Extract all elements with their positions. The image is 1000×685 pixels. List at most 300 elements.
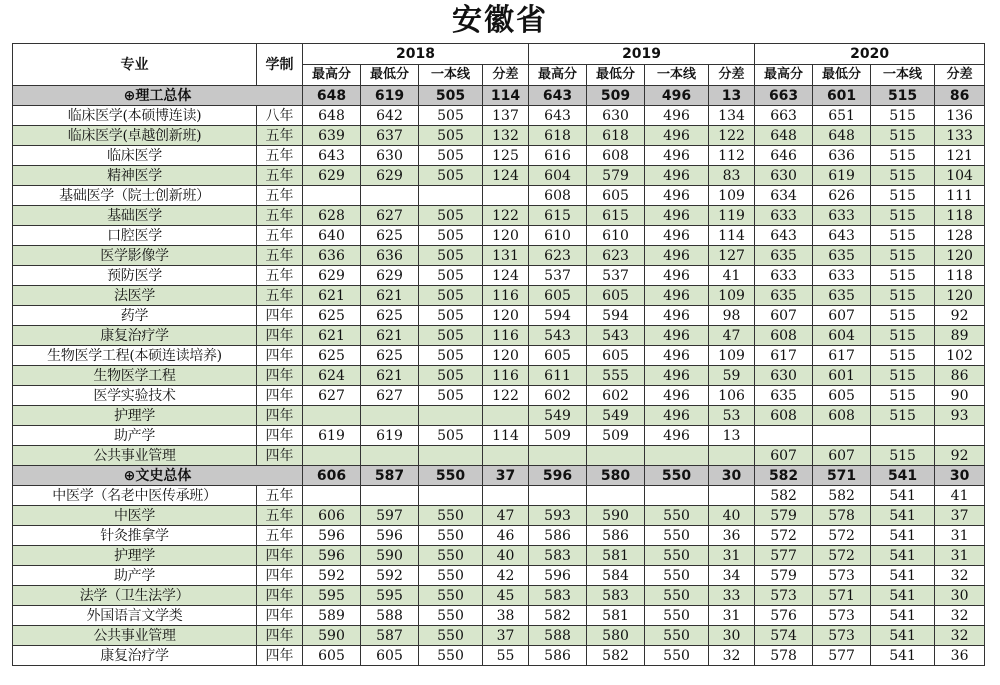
- score-cell: 114: [483, 426, 529, 446]
- score-cell: 636: [813, 146, 871, 166]
- score-cell: 663: [755, 106, 813, 126]
- score-cell: 602: [587, 386, 645, 406]
- score-cell: 615: [529, 206, 587, 226]
- score-cell: [529, 486, 587, 506]
- score-cell: 648: [813, 126, 871, 146]
- header-min-score: 最低分: [813, 65, 871, 86]
- major-name: 护理学: [13, 406, 257, 426]
- table-row: [13, 306, 985, 326]
- score-cell: 496: [645, 326, 709, 346]
- score-cell: 38: [483, 606, 529, 626]
- score-cell: 515: [871, 106, 935, 126]
- program-length: 四年: [257, 446, 303, 466]
- summary-value: 606: [303, 466, 361, 486]
- score-cell: 594: [587, 306, 645, 326]
- score-cell: 505: [419, 246, 483, 266]
- score-cell: 515: [871, 406, 935, 426]
- score-cell: [483, 186, 529, 206]
- table-row: [13, 126, 985, 146]
- score-cell: 633: [755, 266, 813, 286]
- score-cell: 515: [871, 286, 935, 306]
- score-cell: 608: [755, 406, 813, 426]
- score-cell: [303, 446, 361, 466]
- score-cell: [419, 406, 483, 426]
- score-cell: 33: [709, 586, 755, 606]
- program-length: 四年: [257, 326, 303, 346]
- score-cell: 496: [645, 186, 709, 206]
- score-cell: 627: [361, 206, 419, 226]
- score-cell: 36: [709, 526, 755, 546]
- score-cell: 605: [303, 646, 361, 666]
- score-cell: 505: [419, 106, 483, 126]
- score-cell: 550: [419, 606, 483, 626]
- score-cell: 550: [645, 626, 709, 646]
- score-cell: 120: [483, 346, 529, 366]
- table-row: [13, 326, 985, 346]
- score-cell: 635: [755, 246, 813, 266]
- score-cell: 608: [813, 406, 871, 426]
- summary-label: ⊕文史总体: [13, 466, 303, 486]
- score-cell: 605: [529, 346, 587, 366]
- program-length: 五年: [257, 266, 303, 286]
- score-cell: [587, 446, 645, 466]
- score-cell: 515: [871, 306, 935, 326]
- header-max-score: 最高分: [303, 65, 361, 86]
- score-cell: 577: [755, 546, 813, 566]
- major-name: 临床医学(本硕博连读): [13, 106, 257, 126]
- score-cell: 572: [813, 546, 871, 566]
- score-cell: 132: [483, 126, 529, 146]
- score-cell: 112: [709, 146, 755, 166]
- score-cell: 505: [419, 226, 483, 246]
- score-cell: 607: [755, 306, 813, 326]
- score-cell: 550: [419, 586, 483, 606]
- score-cell: 505: [419, 366, 483, 386]
- program-length: 五年: [257, 286, 303, 306]
- score-cell: 515: [871, 326, 935, 346]
- score-cell: 515: [871, 206, 935, 226]
- score-cell: 496: [645, 166, 709, 186]
- table-row: [13, 246, 985, 266]
- score-cell: 106: [709, 386, 755, 406]
- score-cell: 648: [755, 126, 813, 146]
- score-cell: 646: [755, 146, 813, 166]
- program-length: 五年: [257, 226, 303, 246]
- major-name: 预防医学: [13, 266, 257, 286]
- score-cell: 505: [419, 306, 483, 326]
- score-cell: 582: [587, 646, 645, 666]
- score-cell: 37: [483, 626, 529, 646]
- table-row: [13, 506, 985, 526]
- table-row: [13, 486, 985, 506]
- program-length: 四年: [257, 606, 303, 626]
- score-cell: [935, 426, 985, 446]
- score-cell: 636: [303, 246, 361, 266]
- score-cell: 608: [755, 326, 813, 346]
- score-cell: 625: [361, 226, 419, 246]
- summary-value: 37: [483, 466, 529, 486]
- program-length: 四年: [257, 426, 303, 446]
- score-cell: 40: [709, 506, 755, 526]
- score-cell: 630: [361, 146, 419, 166]
- summary-value: 114: [483, 86, 529, 106]
- score-cell: 496: [645, 286, 709, 306]
- score-cell: 621: [361, 366, 419, 386]
- score-cell: 541: [871, 626, 935, 646]
- major-name: 临床医学(卓越创新班): [13, 126, 257, 146]
- score-cell: 515: [871, 246, 935, 266]
- major-name: 助产学: [13, 426, 257, 446]
- score-cell: 541: [871, 566, 935, 586]
- score-cell: 505: [419, 146, 483, 166]
- score-cell: 579: [587, 166, 645, 186]
- score-cell: 602: [529, 386, 587, 406]
- score-cell: 505: [419, 326, 483, 346]
- score-cell: [709, 446, 755, 466]
- score-cell: 541: [871, 546, 935, 566]
- summary-value: 509: [587, 86, 645, 106]
- score-cell: 104: [935, 166, 985, 186]
- score-cell: 595: [303, 586, 361, 606]
- score-cell: 615: [587, 206, 645, 226]
- score-cell: 111: [935, 186, 985, 206]
- score-cell: 608: [587, 146, 645, 166]
- score-cell: 541: [871, 486, 935, 506]
- table-row: [13, 226, 985, 246]
- score-cell: 41: [935, 486, 985, 506]
- score-cell: 596: [529, 566, 587, 586]
- score-cell: 587: [361, 626, 419, 646]
- header-year-2019: 2019: [529, 44, 755, 65]
- summary-value: 587: [361, 466, 419, 486]
- score-cell: 625: [361, 306, 419, 326]
- summary-value: 550: [419, 466, 483, 486]
- score-cell: 118: [935, 266, 985, 286]
- score-cell: 496: [645, 406, 709, 426]
- score-cell: 579: [755, 566, 813, 586]
- score-cell: 515: [871, 446, 935, 466]
- score-cell: 32: [935, 566, 985, 586]
- score-cell: 32: [709, 646, 755, 666]
- table-row: [13, 566, 985, 586]
- major-name: 药学: [13, 306, 257, 326]
- major-name: 中医学: [13, 506, 257, 526]
- score-cell: 505: [419, 426, 483, 446]
- score-cell: 505: [419, 126, 483, 146]
- score-cell: 537: [587, 266, 645, 286]
- score-cell: 643: [813, 226, 871, 246]
- score-cell: 131: [483, 246, 529, 266]
- score-cell: 582: [529, 606, 587, 626]
- score-cell: 550: [419, 566, 483, 586]
- score-cell: 32: [935, 626, 985, 646]
- score-cell: 496: [645, 266, 709, 286]
- score-cell: 573: [813, 626, 871, 646]
- score-cell: 42: [483, 566, 529, 586]
- score-cell: 583: [587, 586, 645, 606]
- score-cell: 114: [709, 226, 755, 246]
- admission-score-table: [12, 43, 985, 666]
- score-cell: 578: [755, 646, 813, 666]
- score-cell: 610: [587, 226, 645, 246]
- program-length: 四年: [257, 546, 303, 566]
- score-cell: 621: [303, 286, 361, 306]
- score-cell: 541: [871, 606, 935, 626]
- program-length: 五年: [257, 486, 303, 506]
- program-length: 四年: [257, 386, 303, 406]
- score-cell: 625: [303, 306, 361, 326]
- score-cell: [419, 486, 483, 506]
- major-name: 临床医学: [13, 146, 257, 166]
- score-cell: 624: [303, 366, 361, 386]
- score-cell: 573: [755, 586, 813, 606]
- score-cell: 120: [935, 246, 985, 266]
- score-cell: 31: [935, 526, 985, 546]
- program-length: 八年: [257, 106, 303, 126]
- score-cell: 580: [587, 626, 645, 646]
- score-cell: 572: [755, 526, 813, 546]
- score-cell: 581: [587, 606, 645, 626]
- score-cell: 608: [529, 186, 587, 206]
- table-row: [13, 386, 985, 406]
- score-cell: 122: [709, 126, 755, 146]
- program-length: 四年: [257, 646, 303, 666]
- score-cell: 45: [483, 586, 529, 606]
- score-cell: 496: [645, 146, 709, 166]
- table-row: [13, 526, 985, 546]
- score-cell: 633: [813, 206, 871, 226]
- score-cell: 46: [483, 526, 529, 546]
- score-cell: 124: [483, 166, 529, 186]
- score-cell: 86: [935, 366, 985, 386]
- page-title: 安徽省: [452, 3, 548, 38]
- score-cell: 637: [361, 126, 419, 146]
- score-cell: 633: [755, 206, 813, 226]
- table-row: [13, 166, 985, 186]
- score-cell: 627: [303, 386, 361, 406]
- program-length: 四年: [257, 566, 303, 586]
- score-cell: 623: [587, 246, 645, 266]
- score-cell: [483, 486, 529, 506]
- score-cell: 604: [529, 166, 587, 186]
- score-cell: 605: [361, 646, 419, 666]
- score-cell: [645, 486, 709, 506]
- score-cell: 109: [709, 286, 755, 306]
- score-cell: 120: [483, 226, 529, 246]
- score-cell: 597: [361, 506, 419, 526]
- score-cell: 582: [813, 486, 871, 506]
- score-cell: 630: [755, 366, 813, 386]
- major-name: 针灸推拿学: [13, 526, 257, 546]
- major-name: 外国语言文学类: [13, 606, 257, 626]
- score-cell: 630: [587, 106, 645, 126]
- score-cell: 583: [529, 546, 587, 566]
- score-cell: 606: [303, 506, 361, 526]
- score-cell: 496: [645, 206, 709, 226]
- major-name: 口腔医学: [13, 226, 257, 246]
- header-tier1-line: 一本线: [645, 65, 709, 86]
- score-cell: 605: [587, 346, 645, 366]
- score-cell: 47: [483, 506, 529, 526]
- score-cell: 604: [813, 326, 871, 346]
- score-cell: 651: [813, 106, 871, 126]
- score-cell: 543: [587, 326, 645, 346]
- score-cell: 30: [709, 626, 755, 646]
- major-name: 基础医学（院士创新班）: [13, 186, 257, 206]
- score-cell: 590: [587, 506, 645, 526]
- score-cell: 32: [935, 606, 985, 626]
- score-cell: 619: [361, 426, 419, 446]
- score-cell: 496: [645, 346, 709, 366]
- score-cell: 594: [529, 306, 587, 326]
- score-cell: 605: [529, 286, 587, 306]
- header-tier1-line: 一本线: [871, 65, 935, 86]
- score-cell: 515: [871, 266, 935, 286]
- score-cell: 623: [529, 246, 587, 266]
- score-cell: 122: [483, 206, 529, 226]
- score-cell: 588: [361, 606, 419, 626]
- header-score-gap: 分差: [709, 65, 755, 86]
- score-cell: 574: [755, 626, 813, 646]
- header-major: 专业: [13, 44, 257, 86]
- table-row: [13, 346, 985, 366]
- summary-value: 582: [755, 466, 813, 486]
- score-cell: 635: [755, 286, 813, 306]
- score-cell: [361, 406, 419, 426]
- score-cell: 40: [483, 546, 529, 566]
- score-cell: 595: [361, 586, 419, 606]
- score-cell: 601: [813, 366, 871, 386]
- summary-value: 550: [645, 466, 709, 486]
- score-cell: 634: [755, 186, 813, 206]
- major-name: 康复治疗学: [13, 646, 257, 666]
- table-row: [13, 106, 985, 126]
- major-name: 助产学: [13, 566, 257, 586]
- score-cell: 505: [419, 386, 483, 406]
- score-cell: 537: [529, 266, 587, 286]
- score-cell: 590: [361, 546, 419, 566]
- score-cell: 605: [587, 186, 645, 206]
- score-cell: 643: [303, 146, 361, 166]
- score-cell: 550: [645, 586, 709, 606]
- score-cell: 581: [587, 546, 645, 566]
- score-cell: 92: [935, 446, 985, 466]
- score-cell: 596: [303, 546, 361, 566]
- summary-value: 571: [813, 466, 871, 486]
- major-name: 护理学: [13, 546, 257, 566]
- score-cell: 549: [587, 406, 645, 426]
- table-row: [13, 426, 985, 446]
- program-length: 四年: [257, 346, 303, 366]
- score-cell: 31: [709, 546, 755, 566]
- score-cell: 550: [645, 646, 709, 666]
- score-cell: 505: [419, 286, 483, 306]
- major-name: 精神医学: [13, 166, 257, 186]
- score-cell: 118: [935, 206, 985, 226]
- score-cell: 627: [361, 386, 419, 406]
- summary-row: [13, 86, 985, 106]
- score-cell: 628: [303, 206, 361, 226]
- score-cell: 505: [419, 166, 483, 186]
- summary-row: [13, 466, 985, 486]
- score-cell: 630: [755, 166, 813, 186]
- score-cell: 541: [871, 506, 935, 526]
- score-cell: 121: [935, 146, 985, 166]
- score-cell: [361, 486, 419, 506]
- table-row: [13, 366, 985, 386]
- score-cell: 626: [813, 186, 871, 206]
- score-cell: 579: [755, 506, 813, 526]
- score-cell: 90: [935, 386, 985, 406]
- score-cell: 592: [303, 566, 361, 586]
- score-cell: 541: [871, 586, 935, 606]
- score-cell: 515: [871, 346, 935, 366]
- score-cell: 582: [755, 486, 813, 506]
- score-cell: 589: [303, 606, 361, 626]
- score-cell: 36: [935, 646, 985, 666]
- score-cell: 605: [813, 386, 871, 406]
- score-cell: 128: [935, 226, 985, 246]
- score-cell: 572: [813, 526, 871, 546]
- score-cell: 635: [813, 246, 871, 266]
- score-cell: 550: [645, 606, 709, 626]
- score-cell: 541: [871, 646, 935, 666]
- table-row: [13, 546, 985, 566]
- header-score-gap: 分差: [935, 65, 985, 86]
- header-max-score: 最高分: [755, 65, 813, 86]
- score-cell: 621: [361, 326, 419, 346]
- score-cell: 633: [813, 266, 871, 286]
- score-cell: 496: [645, 126, 709, 146]
- score-cell: 555: [587, 366, 645, 386]
- score-cell: 621: [361, 286, 419, 306]
- score-cell: 573: [813, 566, 871, 586]
- score-cell: [361, 186, 419, 206]
- score-cell: 47: [709, 326, 755, 346]
- header-min-score: 最低分: [587, 65, 645, 86]
- score-cell: 134: [709, 106, 755, 126]
- table-row: [13, 626, 985, 646]
- score-cell: 596: [361, 526, 419, 546]
- score-cell: 505: [419, 206, 483, 226]
- major-name: 法学（卫生法学）: [13, 586, 257, 606]
- summary-value: 541: [871, 466, 935, 486]
- score-cell: 116: [483, 366, 529, 386]
- score-cell: 643: [755, 226, 813, 246]
- summary-value: 601: [813, 86, 871, 106]
- score-cell: 59: [709, 366, 755, 386]
- score-cell: [709, 486, 755, 506]
- summary-value: 30: [935, 466, 985, 486]
- score-cell: 34: [709, 566, 755, 586]
- score-cell: 515: [871, 166, 935, 186]
- score-cell: 496: [645, 386, 709, 406]
- score-cell: 550: [419, 626, 483, 646]
- score-cell: 619: [813, 166, 871, 186]
- score-cell: 496: [645, 426, 709, 446]
- score-cell: 13: [709, 426, 755, 446]
- score-cell: 550: [645, 566, 709, 586]
- score-cell: 55: [483, 646, 529, 666]
- table-row: [13, 586, 985, 606]
- score-cell: 617: [755, 346, 813, 366]
- summary-value: 580: [587, 466, 645, 486]
- header-score-gap: 分差: [483, 65, 529, 86]
- major-name: 公共事业管理: [13, 446, 257, 466]
- score-cell: 496: [645, 226, 709, 246]
- summary-value: 86: [935, 86, 985, 106]
- table-row: [13, 266, 985, 286]
